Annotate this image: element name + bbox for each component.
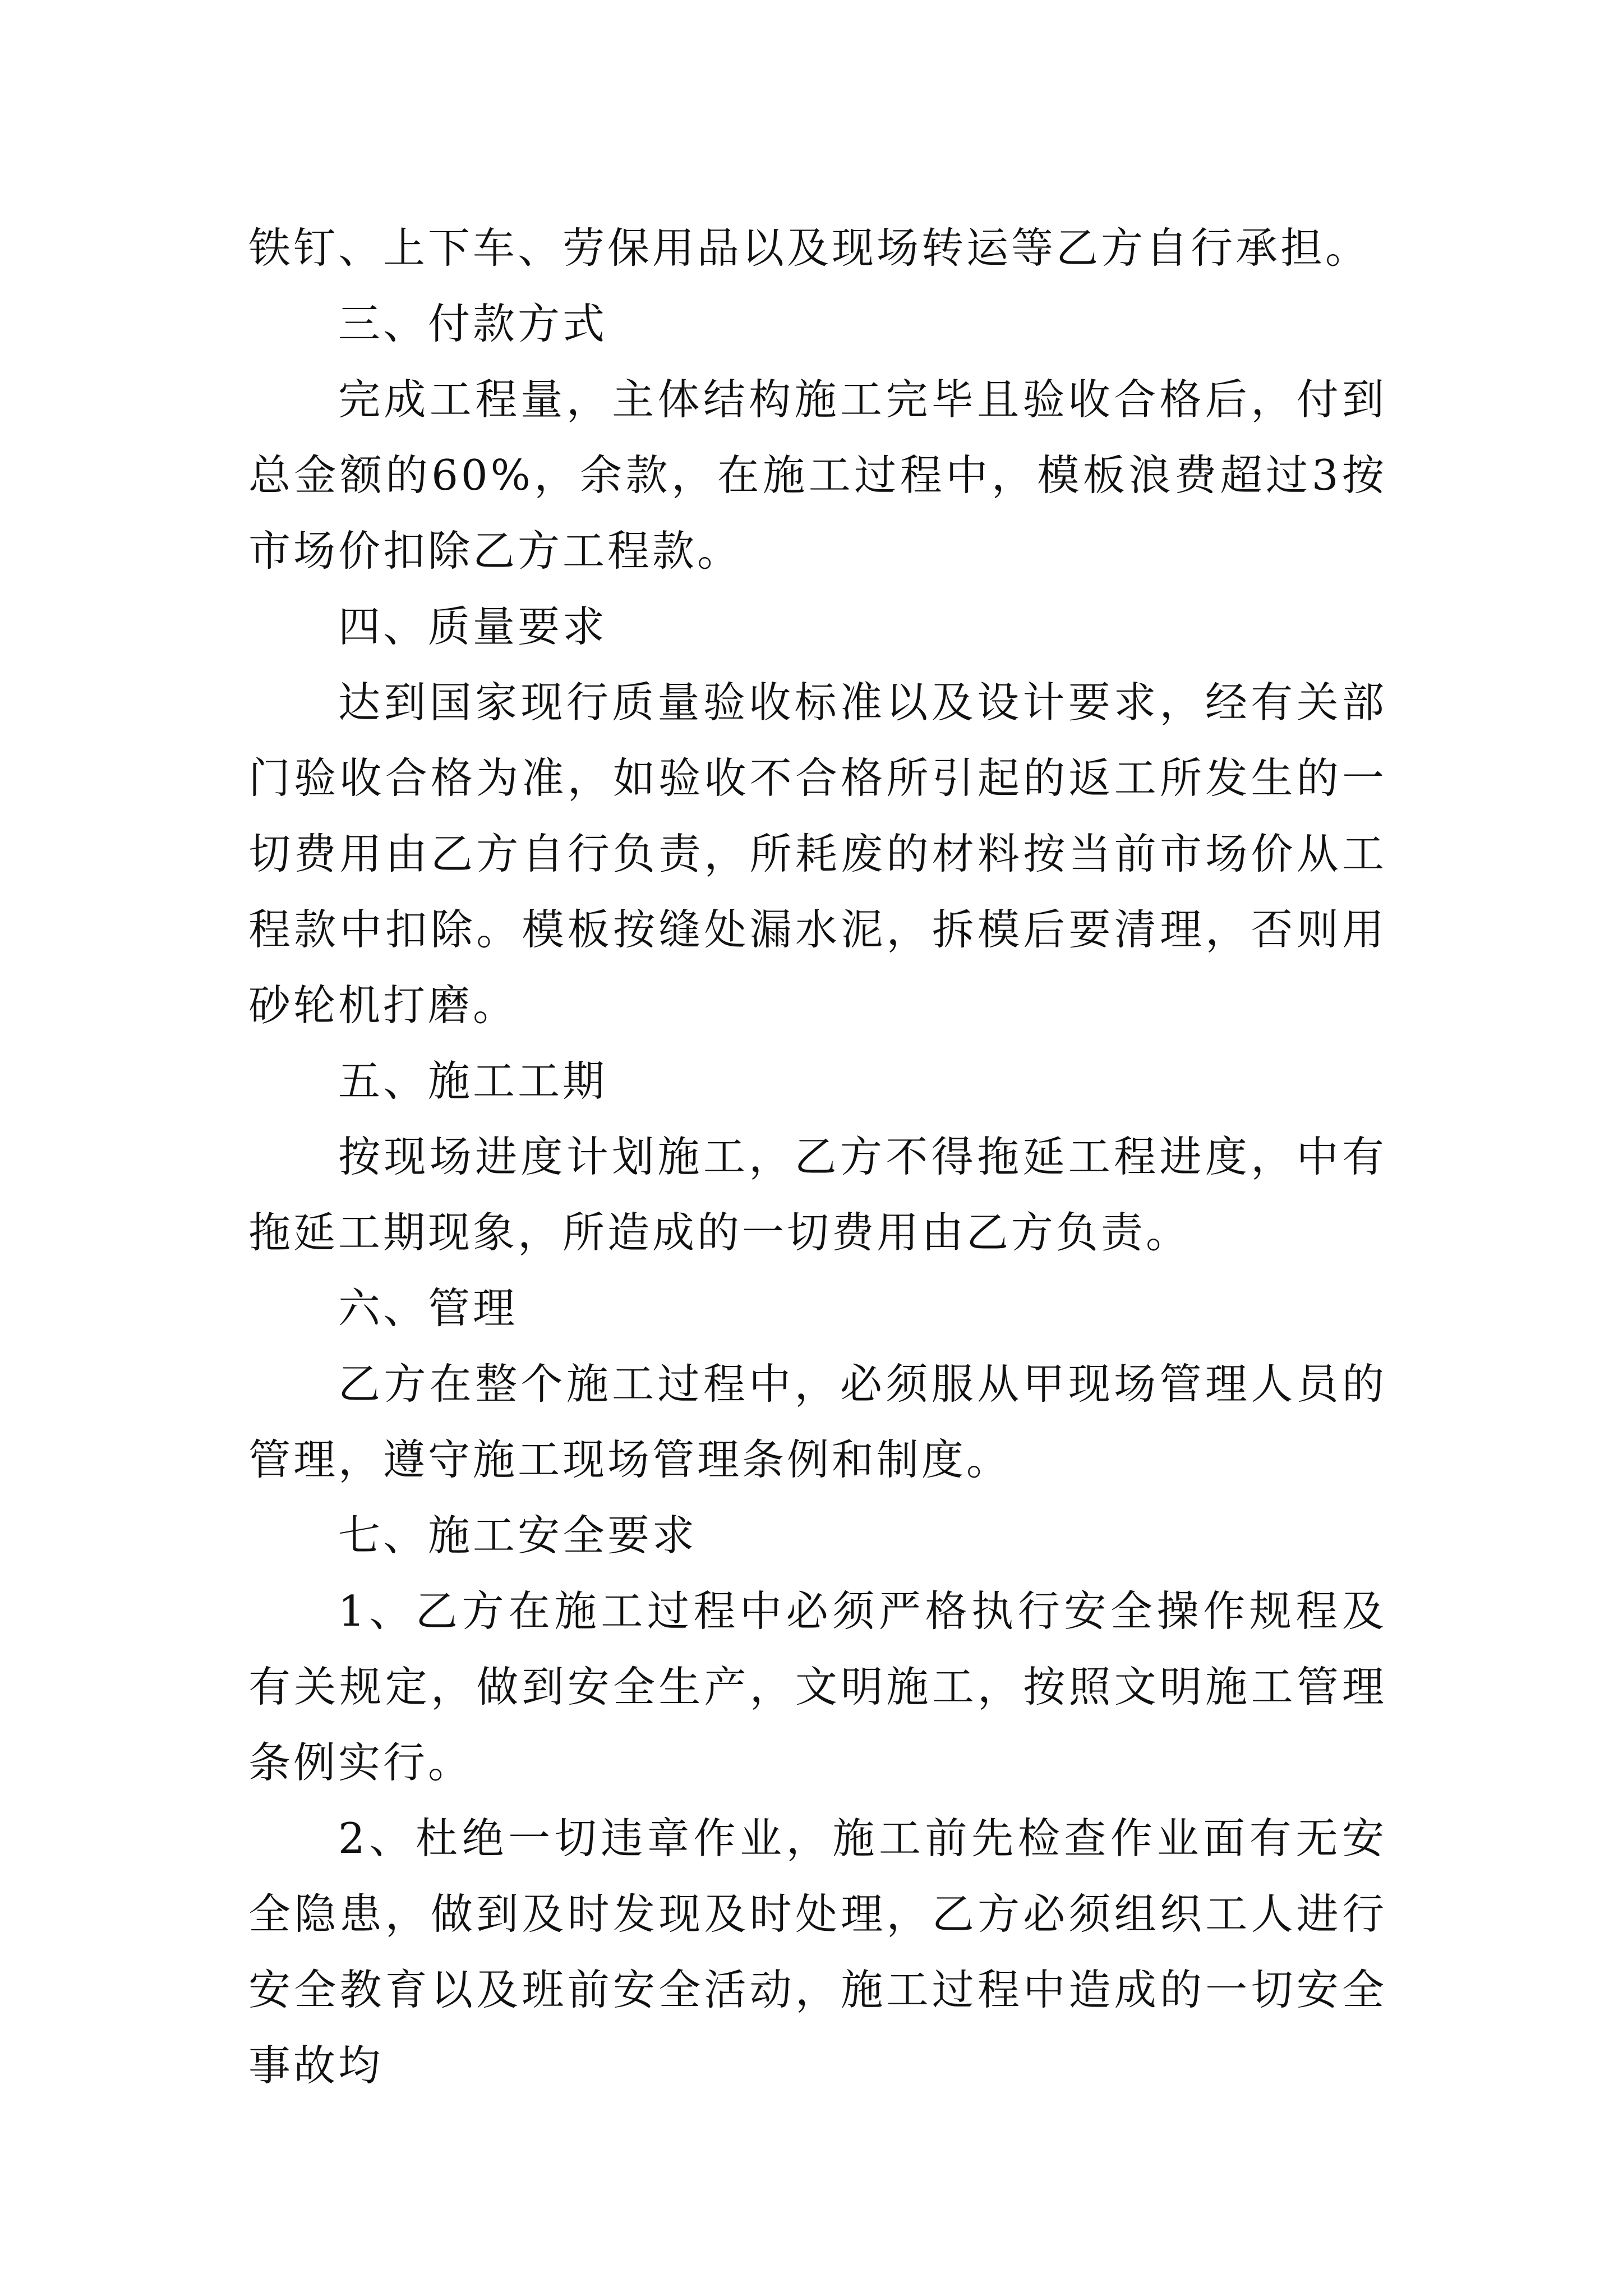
paragraph-schedule: 按现场进度计划施工，乙方不得拖延工程进度，中有拖延工期现象，所造成的一切费用由乙方负责。 bbox=[248, 1132, 1387, 1257]
paragraph-safety-1: 1、乙方在施工过程中必须严格执行安全操作规程及有关规定，做到安全生产，文明施工，按照文明施工管理条例实行。 bbox=[248, 1586, 1387, 1787]
section-heading-management: 六、管理 bbox=[338, 1283, 518, 1333]
paragraph-continuation: 铁钉、上下车、劳保用品以及现场转运等乙方自行承担。 bbox=[248, 223, 1371, 273]
section-heading-quality: 四、质量要求 bbox=[338, 602, 608, 651]
paragraph-safety-2: 2、杜绝一切违章作业，施工前先检查作业面有无安全隐患，做到及时发现及时处理，乙方必须组织工人进行安全教育以及班前安全活动，施工过程中造成的一切安全事故均 bbox=[248, 1814, 1387, 2090]
section-heading-payment: 三、付款方式 bbox=[338, 299, 608, 348]
section-heading-schedule: 五、施工工期 bbox=[338, 1056, 608, 1106]
paragraph-payment: 完成工程量，主体结构施工完毕且验收合格后，付到总金额的60%，余款，在施工过程中，模板浪费超过3按市场价扣除乙方工程款。 bbox=[248, 375, 1387, 576]
paragraph-quality: 达到国家现行质量验收标准以及设计要求，经有关部门验收合格为准，如验收不合格所引起的返工所发生的一切费用由乙方自行负责，所耗废的材料按当前市场价从工程款中扣除。模板按缝处漏水泥，拆模后要清理，否则用砂轮机打磨。 bbox=[248, 678, 1387, 1030]
body-text bbox=[248, 210, 1387, 2104]
section-heading-safety: 七、施工安全要求 bbox=[338, 1511, 698, 1560]
paragraph-management: 乙方在整个施工过程中，必须服从甲现场管理人员的管理，遵守施工现场管理条例和制度。 bbox=[248, 1359, 1387, 1484]
